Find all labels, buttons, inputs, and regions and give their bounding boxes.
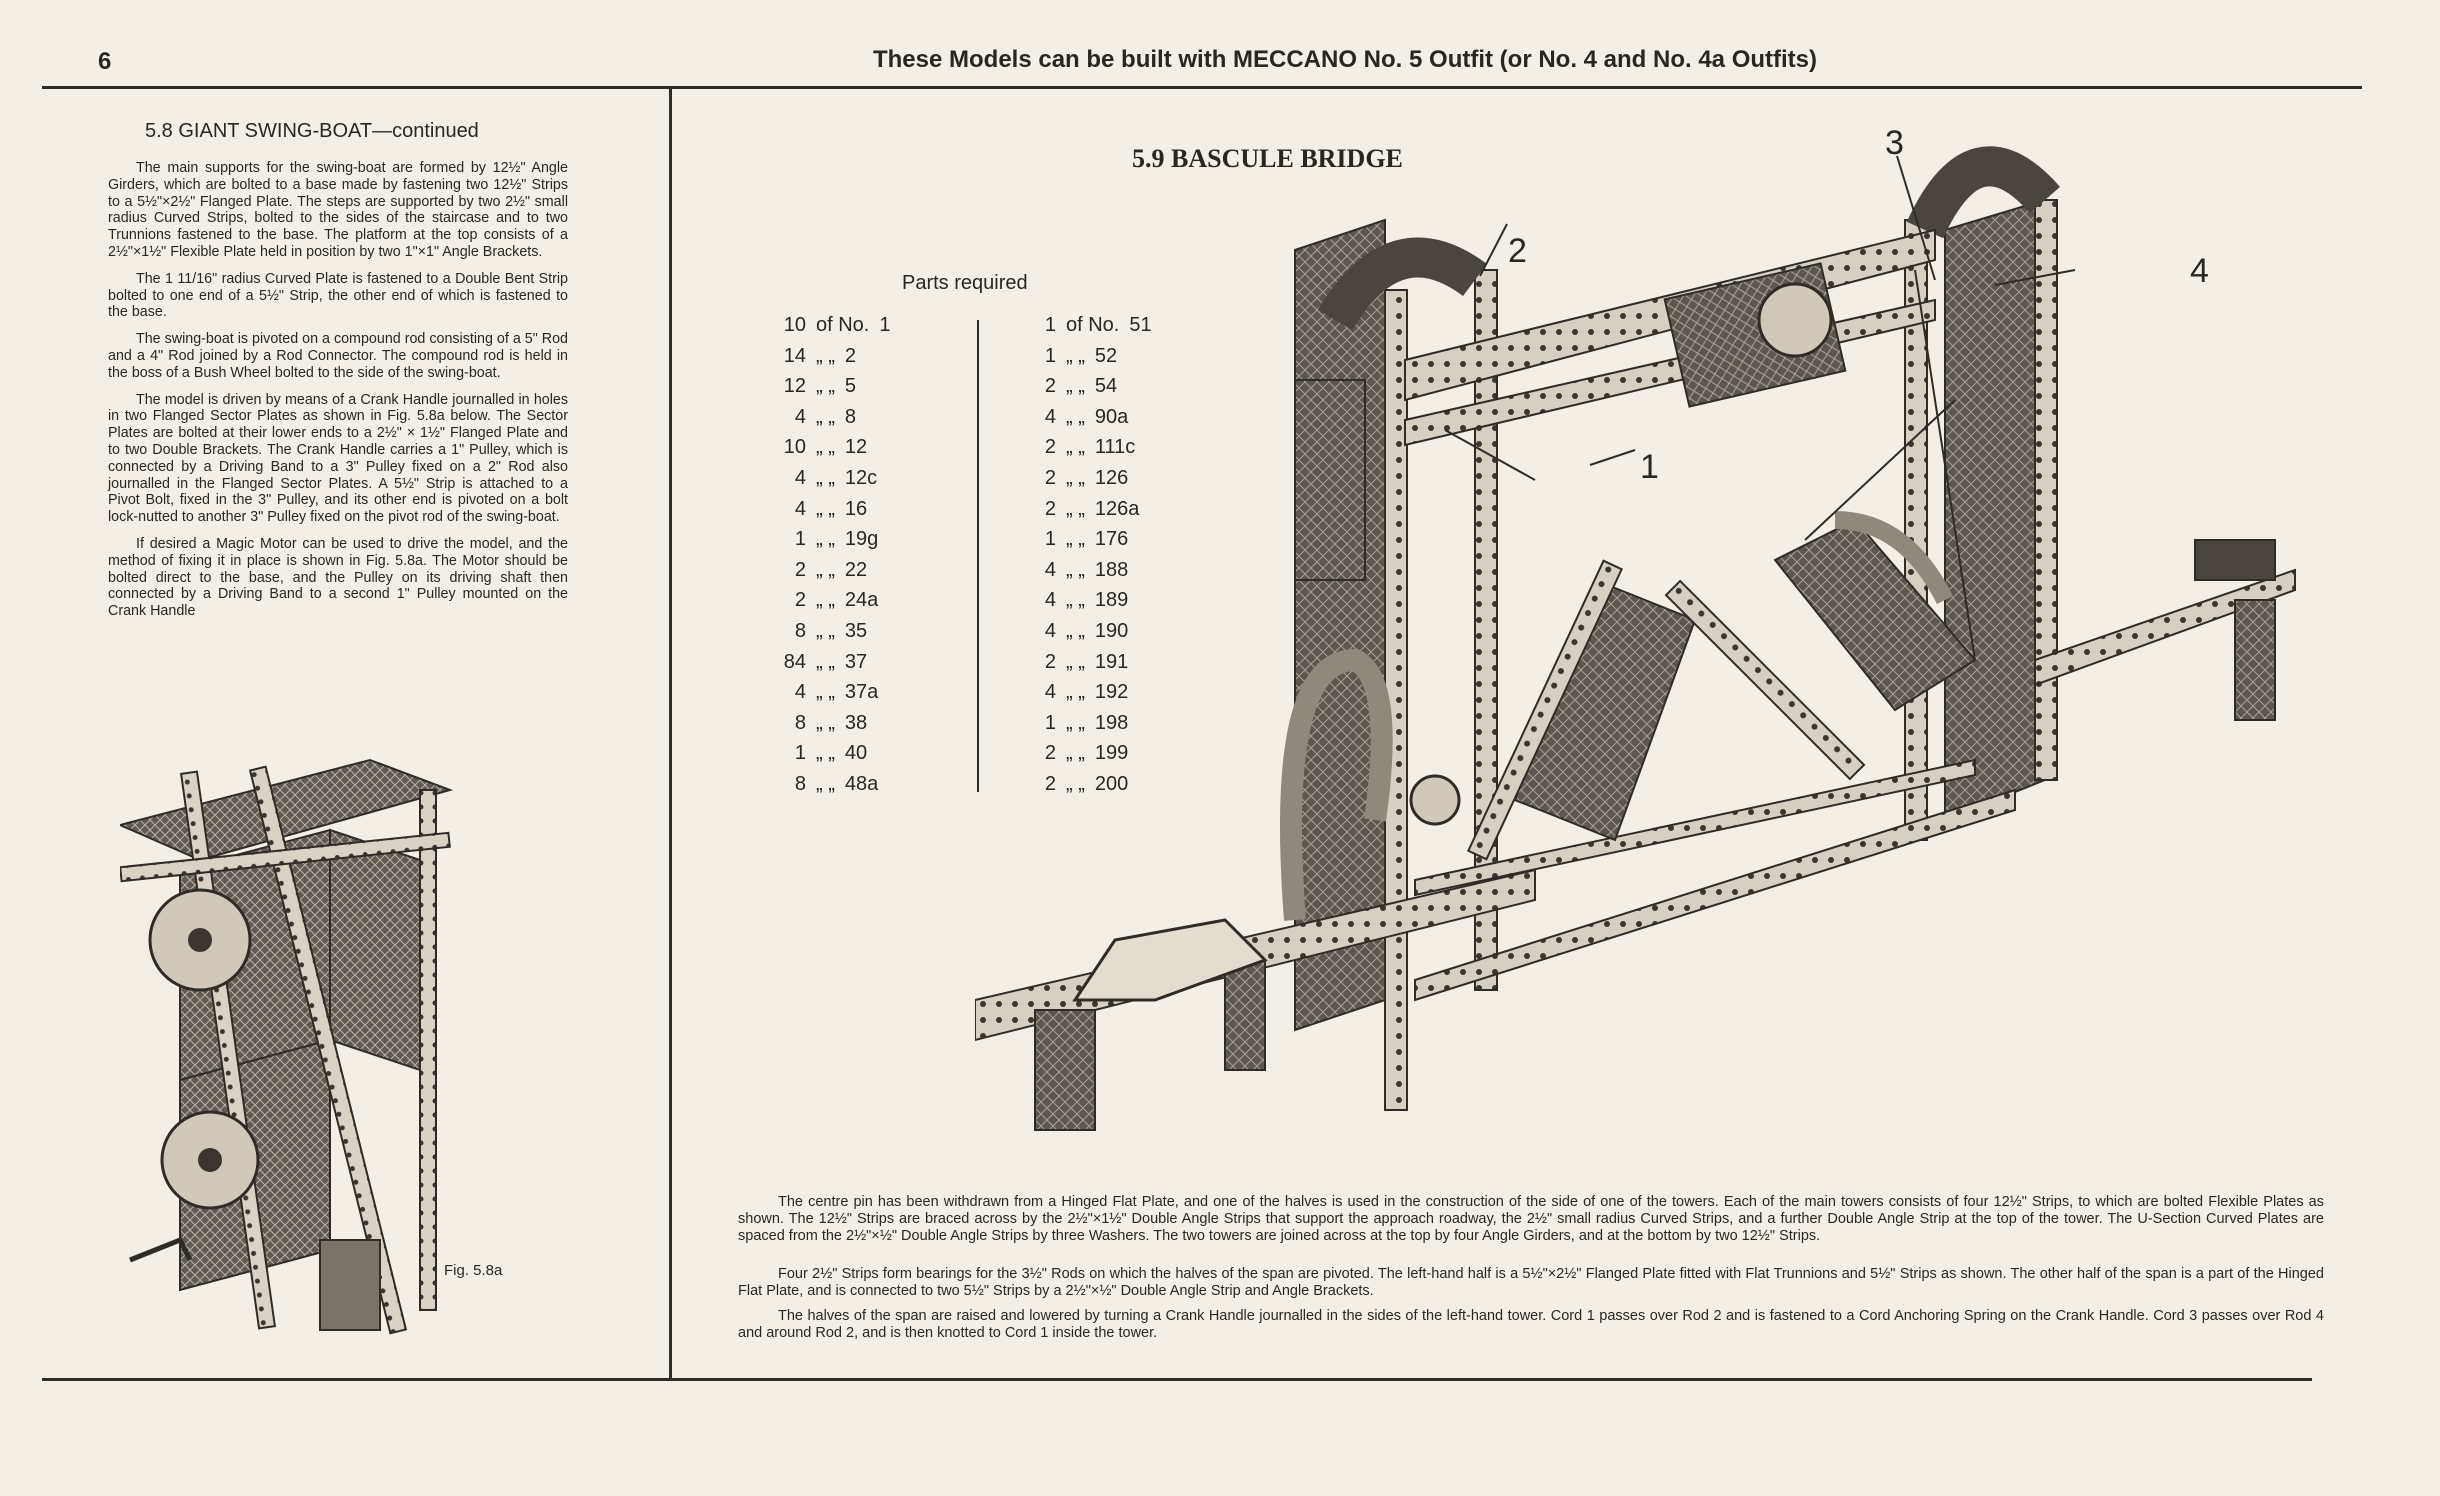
part-number: 126	[1094, 466, 1129, 489]
part-number: 16	[844, 497, 868, 520]
swing-boat-instructions	[108, 160, 568, 630]
part-number-lead: „ „	[1066, 436, 1085, 459]
part-number: 1	[879, 314, 891, 336]
bridge-paragraph-1	[738, 1194, 2324, 1244]
part-quantity: 10	[783, 314, 806, 336]
part-number-cell	[806, 310, 890, 341]
part-quantity: 8	[794, 619, 806, 642]
swing-boat-paragraph: The swing-boat is pivoted on a compound rod consisting of a 5" Rod and a 4" Rod joined by a Rod Connector. The compound rod is held in the boss of a Bush Wheel bolted to the side of the swing-boat.	[108, 331, 568, 381]
bridge-paragraph: The centre pin has been withdrawn from a Hinged Flat Plate, and one of the halves is used in the construction of the side of one of the towers. Each of the main towers consists of four 12½" Strips, to which are bolted Flexible Plates as shown. The 12½" Strips are braced across by the 2½"×1½" Double Angle Strips that support the approach roadway, the 2½" small radius Curved Strips, and a further Double Angle Strip at the top of the tower. The U-Section Curved Plates are spaced from the 2½"×½" Double Angle Strips by three Washers. The two towers are joined across at the top by four Angle Girders, and at the bottom by two 12½" Strips.	[738, 1194, 2324, 1244]
part-quantity: 4	[1044, 558, 1056, 581]
part-number-lead: „ „	[816, 405, 835, 428]
part-number: 176	[1094, 528, 1129, 551]
part-number-lead: „ „	[816, 711, 835, 734]
part-quantity: 2	[1044, 497, 1056, 520]
callout-label-4: 4	[2190, 252, 2209, 290]
part-quantity: 4	[1044, 681, 1056, 704]
part-quantity: 84	[783, 650, 806, 673]
bridge-paragraph-2	[738, 1266, 2324, 1300]
part-quantity: 14	[783, 344, 806, 367]
part-number: 8	[844, 405, 857, 428]
part-number-cell	[806, 341, 856, 372]
part-quantity: 4	[1044, 405, 1056, 428]
parts-row	[770, 677, 930, 708]
swing-boat-paragraph: If desired a Magic Motor can be used to drive the model, and the method of fixing it in place is shown in Fig. 5.8a. The Motor should be bolted direct to the base, and the Pulley on its driving shaft then connected by a Driving Band to a second 1" Pulley mounted on the Crank Handle	[108, 535, 568, 620]
part-number: 37	[844, 650, 868, 673]
part-number-lead: „ „	[1066, 711, 1085, 734]
part-number: 111c	[1094, 436, 1136, 459]
part-number-lead: „ „	[816, 619, 835, 642]
part-number-cell	[806, 555, 867, 586]
part-quantity: 2	[1044, 375, 1056, 398]
part-number: 38	[844, 711, 868, 734]
part-number-lead: „ „	[1066, 589, 1085, 612]
part-quantity: 4	[794, 405, 806, 428]
top-rule	[42, 86, 2362, 89]
part-number-cell	[806, 585, 878, 616]
part-number: 90a	[1094, 405, 1129, 428]
part-number-lead: „ „	[816, 436, 835, 459]
parts-row	[770, 494, 930, 525]
part-number: 190	[1094, 619, 1129, 642]
part-number-cell	[806, 432, 867, 463]
part-number-lead: „ „	[816, 650, 835, 673]
bridge-paragraph: Four 2½" Strips form bearings for the 3½" Rods on which the halves of the span are pivoted. The left-hand half is a 5½"×2½" Flanged Plate fitted with Flat Trunnions and 5½" Strips as shown. The other half of the span is a part of the Hinged Flat Plate, and is connected to two 5½" Strips by a 2½"×½" Double Angle Strip and Angle Brackets.	[738, 1266, 2324, 1299]
part-number-lead: „ „	[1066, 405, 1085, 428]
part-quantity: 4	[794, 497, 806, 520]
part-quantity: 2	[1044, 742, 1056, 765]
part-number: 200	[1094, 772, 1129, 795]
callout-label-2: 2	[1508, 232, 1527, 270]
part-number-cell	[806, 738, 867, 769]
part-number: 51	[1129, 314, 1152, 336]
part-number-cell	[806, 769, 878, 800]
part-number: 19g	[844, 528, 879, 551]
part-quantity: 2	[794, 558, 806, 581]
parts-row	[770, 738, 930, 769]
part-quantity: 10	[783, 436, 806, 459]
part-quantity: 1	[1044, 314, 1056, 336]
part-number-lead: „ „	[1066, 558, 1085, 581]
figure-caption: Fig. 5.8a	[444, 1262, 503, 1279]
part-number: 24a	[844, 589, 879, 612]
part-number-lead: „ „	[816, 528, 835, 551]
part-quantity: 4	[794, 681, 806, 704]
part-quantity: 2	[794, 589, 806, 612]
parts-row	[770, 432, 930, 463]
part-number-lead: „ „	[816, 681, 835, 704]
swing-boat-paragraph: The main supports for the swing-boat are formed by 12½" Angle Girders, which are bolted to a base made by fastening two 12½" Strips to a 5½"×2½" Flanged Plate. The steps are supported by two 2½" small radius Curved Strips, bolted to the sides of the staircase and to two Trunnions fastened to the base. The platform at the top consists of a 2½"×1½" Flexible Plate held in position by two 1"×1" Angle Brackets.	[108, 160, 568, 260]
swing-boat-paragraph: The 1 11/16" radius Curved Plate is fastened to a Double Bent Strip bolted to one end of a 5½" Strip, the other end of which is fastened to the base.	[108, 270, 568, 321]
swing-boat-illustration	[120, 730, 550, 1380]
part-number-lead: „ „	[816, 375, 835, 398]
part-number-lead: „ „	[1066, 772, 1085, 795]
swing-boat-title: 5.8 GIANT SWING-BOAT—continued	[145, 120, 479, 142]
part-number-lead: „ „	[816, 558, 835, 581]
part-number: 188	[1094, 558, 1129, 581]
part-number: 126a	[1094, 497, 1140, 520]
part-quantity: 1	[794, 742, 806, 765]
part-number-cell	[806, 677, 878, 708]
part-number: 48a	[844, 772, 879, 795]
part-number: 54	[1094, 375, 1118, 398]
part-quantity: 12	[783, 375, 806, 398]
parts-list-left	[770, 310, 930, 800]
part-number-lead: „ „	[1066, 742, 1085, 765]
part-number-lead: „ „	[1066, 497, 1085, 520]
part-number: 35	[844, 619, 868, 642]
part-number: 5	[844, 375, 857, 398]
parts-row	[770, 371, 930, 402]
part-number-cell	[806, 708, 867, 739]
part-quantity: 2	[1044, 650, 1056, 673]
parts-row	[770, 463, 930, 494]
page-number: 6	[98, 48, 112, 75]
part-quantity: 2	[1044, 772, 1056, 795]
parts-required-heading: Parts required	[902, 272, 1028, 294]
part-number-lead: „ „	[816, 497, 835, 520]
page-header-title: These Models can be built with MECCANO No. 5 Outfit (or No. 4 and No. 4a Outfits)	[872, 46, 1818, 73]
part-number-lead: „ „	[816, 466, 835, 489]
part-quantity: 1	[1044, 528, 1056, 551]
part-number-cell	[806, 524, 878, 555]
part-quantity: 4	[1044, 619, 1056, 642]
parts-row	[770, 585, 930, 616]
part-number: 22	[844, 558, 868, 581]
part-number-cell	[806, 371, 856, 402]
parts-row	[770, 708, 930, 739]
parts-row	[770, 616, 930, 647]
part-number-lead: „ „	[1066, 466, 1085, 489]
part-number-lead: of No.	[1066, 314, 1120, 336]
parts-row	[770, 341, 930, 372]
parts-row	[770, 647, 930, 678]
bridge-paragraph: The halves of the span are raised and lowered by turning a Crank Handle journalled in the sides of the left-hand tower. Cord 1 passes over Rod 2 and is fastened to a Cord Anchoring Spring on the Crank Handle. Cord 3 passes over Rod 4 and around Rod 2, and is then knotted to Cord 1 inside the tower.	[738, 1308, 2324, 1341]
part-number-lead: „ „	[1066, 375, 1085, 398]
part-number-cell	[806, 463, 877, 494]
part-number: 2	[844, 344, 857, 367]
part-quantity: 1	[794, 528, 806, 551]
part-number: 40	[844, 742, 868, 765]
column-divider	[669, 88, 672, 1378]
parts-row	[770, 769, 930, 800]
parts-row	[770, 310, 930, 341]
swing-boat-paragraph: The model is driven by means of a Crank Handle journalled in holes in two Flanged Sector Plates as shown in Fig. 5.8a below. The Sector Plates are bolted at their lower ends to a 2½" × 1½" Flanged Plate and to two Double Brackets. The Crank Handle carries a 1" Pulley, which is connected by a Driving Band to a 3" Pulley fixed on a 2" Rod also journalled in the Flanged Sector Plates. A 5½" Strip is attached to a Pivot Bolt, fixed in the 3" Pulley, and its other end is pivoted on a bolt lock-nutted to another 3" Pulley fixed on the pivot rod of the swing-boat.	[108, 391, 568, 526]
part-quantity: 8	[794, 711, 806, 734]
parts-row	[770, 524, 930, 555]
part-quantity: 4	[1044, 589, 1056, 612]
part-number-cell	[806, 402, 856, 433]
part-number: 199	[1094, 742, 1129, 765]
callout-label-1: 1	[1640, 448, 1659, 486]
part-number-lead: „ „	[1066, 650, 1085, 673]
part-number-lead: „ „	[816, 589, 835, 612]
part-number-cell	[806, 647, 867, 678]
part-number-cell	[806, 616, 867, 647]
part-number: 192	[1094, 681, 1129, 704]
part-number: 12c	[844, 466, 878, 489]
part-number-lead: „ „	[816, 742, 835, 765]
part-number: 191	[1094, 650, 1129, 673]
bridge-paragraph-3	[738, 1308, 2324, 1342]
part-number-lead: „ „	[816, 344, 835, 367]
callout-label-3: 3	[1885, 124, 1904, 162]
part-quantity: 1	[1044, 711, 1056, 734]
bascule-bridge-illustration	[975, 100, 2325, 1180]
part-quantity: 8	[794, 772, 806, 795]
part-number-lead: „ „	[1066, 681, 1085, 704]
part-number-lead: „ „	[816, 772, 835, 795]
part-quantity: 2	[1044, 436, 1056, 459]
part-quantity: 1	[1044, 344, 1056, 367]
part-number-lead: of No.	[816, 314, 870, 336]
part-number: 12	[844, 436, 868, 459]
part-quantity: 2	[1044, 466, 1056, 489]
part-number: 189	[1094, 589, 1129, 612]
part-number-lead: „ „	[1066, 619, 1085, 642]
part-number: 37a	[844, 681, 879, 704]
part-quantity: 4	[794, 466, 806, 489]
part-number-cell	[806, 494, 867, 525]
part-number: 52	[1094, 344, 1118, 367]
part-number-lead: „ „	[1066, 528, 1085, 551]
parts-row	[770, 555, 930, 586]
bascule-bridge-title: 5.9 BASCULE BRIDGE	[1132, 144, 1403, 173]
part-number-lead: „ „	[1066, 344, 1085, 367]
part-number: 198	[1094, 711, 1129, 734]
parts-row	[770, 402, 930, 433]
